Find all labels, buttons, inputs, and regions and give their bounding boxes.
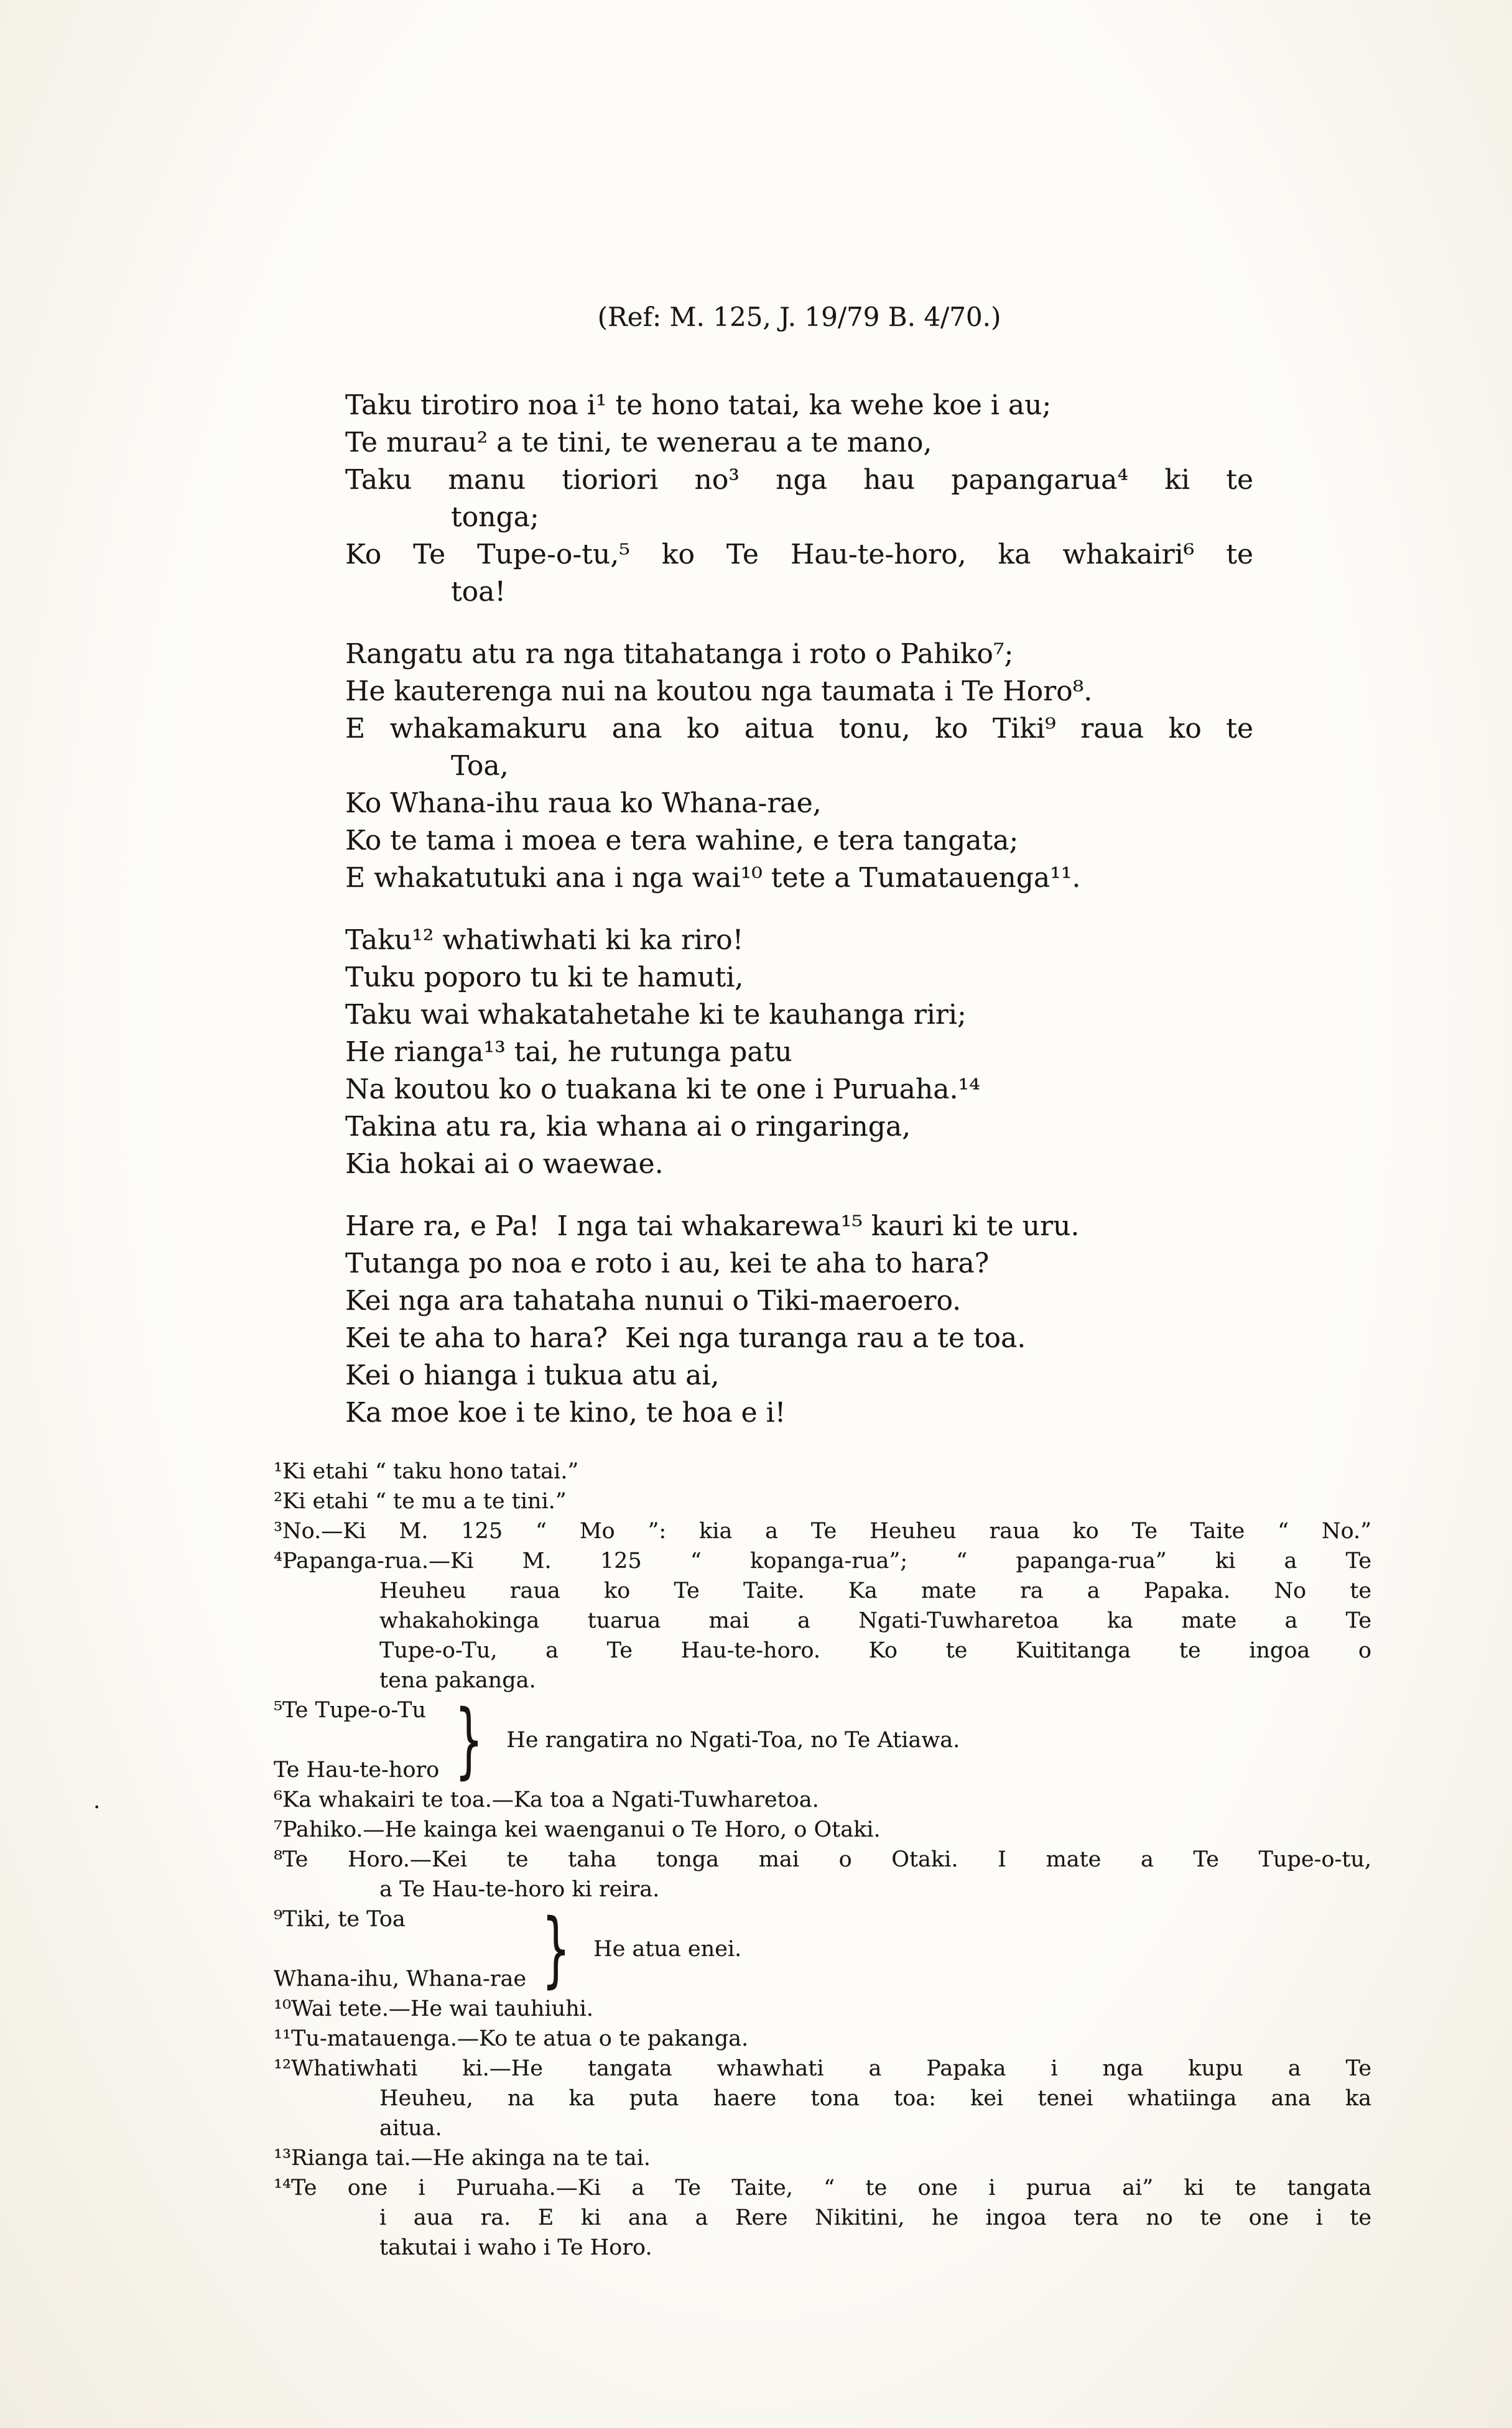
- footnote-line: He rangatira no Ngati-Toa, no Te Atiawa.: [506, 1728, 960, 1753]
- footnote: [274, 1546, 1371, 1695]
- poem-line: Tutanga po noa e roto i au, kei te aha to hara?: [345, 1248, 990, 1279]
- poem-line: E whakamakuru ana ko aitua tonu, ko Tiki⁹ raua ko te: [345, 713, 1253, 744]
- footnote-line: Heuheu, na ka puta haere tona toa: kei tenei whatiinga ana ka: [379, 2086, 1371, 2111]
- footnote-line: ¹²Whatiwhati ki.—He tangata whawhati a Papaka i nga kupu a Te: [274, 2056, 1371, 2081]
- stanza: [345, 1208, 1253, 1432]
- footnote: [274, 2143, 1371, 2173]
- footnote-line: whakahokinga tuarua mai a Ngati-Tuwharetoa ka mate a Te: [379, 1608, 1371, 1633]
- footnote-line: ¹⁰Wai tete.—He wai tauhiuhi.: [274, 1996, 593, 2021]
- poem-line: He rianga¹³ tai, he rutunga patu: [345, 1036, 792, 1068]
- brace-icon: }: [541, 1901, 571, 1997]
- poem-line: Ko Whana-ihu raua ko Whana-rae,: [345, 787, 822, 819]
- footnote-line: Tupe-o-Tu, a Te Hau-te-horo. Ko te Kuititanga te ingoa o: [379, 1638, 1371, 1663]
- footnote-line: ⁷Pahiko.—He kainga kei waenganui o Te Horo, o Otaki.: [274, 1817, 881, 1842]
- poem-line: Takina atu ra, kia whana ai o ringaringa,: [345, 1111, 911, 1142]
- footnote-line: He atua enei.: [593, 1937, 742, 1962]
- stanza: [345, 922, 1253, 1183]
- poem-line: Taku manu tioriori no³ nga hau papangarua⁴ ki te: [345, 464, 1253, 496]
- footnote-line: ⁵Te Tupe-o-Tu: [274, 1698, 426, 1723]
- footnote: [274, 2024, 1371, 2054]
- poem-line: Kei o hianga i tukua atu ai,: [345, 1360, 720, 1391]
- stanza: [345, 387, 1253, 611]
- poem-line: Na koutou ko o tuakana ki te one i Puruaha.¹⁴: [345, 1073, 980, 1105]
- footnote-line: Heuheu raua ko Te Taite. Ka mate ra a Papaka. No te: [379, 1578, 1371, 1603]
- footnote: [274, 1815, 1371, 1845]
- poem-line: Ka moe koe i te kino, te hoa e i!: [345, 1397, 786, 1429]
- poem-line: Ko te tama i moea e tera wahine, e tera tangata;: [345, 825, 1019, 856]
- footnote-line: ¹⁴Te one i Puruaha.—Ki a Te Taite, “ te one i purua ai” ki te tangata: [274, 2175, 1371, 2200]
- footnote-line: takutai i waho i Te Horo.: [379, 2235, 652, 2260]
- footnote-line: ¹³Rianga tai.—He akinga na te tai.: [274, 2146, 651, 2171]
- poem: [345, 387, 1253, 1432]
- footnote-line: ⁸Te Horo.—Kei te taha tonga mai o Otaki. I mate a Te Tupe-o-tu,: [274, 1847, 1371, 1872]
- footnote: [274, 1845, 1371, 1904]
- footnote: [274, 1516, 1371, 1546]
- poem-line: Hare ra, e Pa! I nga tai whakarewa¹⁵ kauri ki te uru.: [345, 1210, 1080, 1242]
- poem-line: He kauterenga nui na koutou nga taumata i Te Horo⁸.: [345, 675, 1093, 707]
- footnote-line: aitua.: [379, 2116, 442, 2141]
- footnote: [274, 2054, 1371, 2143]
- footnote-brace-group: [274, 1692, 1371, 1788]
- brace-spacer: [274, 1934, 526, 1964]
- poem-line: tonga;: [451, 501, 539, 533]
- footnote-line: Te Hau-te-horo: [274, 1758, 440, 1782]
- footnotes: [274, 1457, 1371, 2263]
- footnote-line: i aua ra. E ki ana a Rere Nikitini, he ingoa tera no te one i te: [379, 2205, 1371, 2230]
- footnote-line: ²Ki etahi “ te mu a te tini.”: [274, 1489, 567, 1514]
- footnote-line: a Te Hau-te-horo ki reira.: [379, 1877, 660, 1902]
- reference-line: (Ref: M. 125, J. 19/79 B. 4/70.): [597, 302, 1001, 332]
- poem-line: Rangatu atu ra nga titahatanga i roto o Pahiko⁷;: [345, 638, 1014, 670]
- poem-line: Kei nga ara tahataha nunui o Tiki-maeroero.: [345, 1285, 962, 1317]
- poem-line: Kia hokai ai o waewae.: [345, 1148, 664, 1180]
- poem-line: Te murau² a te tini, te wenerau a te mano,: [345, 427, 932, 458]
- brace-names: [274, 1695, 439, 1785]
- brace-icon: }: [455, 1692, 484, 1788]
- footnote: [274, 1457, 1371, 1486]
- footnote: [274, 1785, 1371, 1815]
- footnote-brace-group: [274, 1901, 1371, 1997]
- poem-line: Taku¹² whatiwhati ki ka riro!: [345, 924, 744, 956]
- poem-line: Ko Te Tupe-o-tu,⁵ ko Te Hau-te-horo, ka whakairi⁶ te: [345, 539, 1253, 570]
- footnote-line: ³No.—Ki M. 125 “ Mo ”: kia a Te Heuheu raua ko Te Taite “ No.”: [274, 1519, 1371, 1544]
- poem-line: Taku tirotiro noa i¹ te hono tatai, ka wehe koe i au;: [345, 389, 1052, 421]
- footnote-line: ¹¹Tu-matauenga.—Ko te atua o te pakanga.: [274, 2026, 749, 2051]
- footnote-line: ¹Ki etahi “ taku hono tatai.”: [274, 1459, 579, 1484]
- poem-line: Kei te aha to hara? Kei nga turanga rau a te toa.: [345, 1322, 1026, 1354]
- footnote: [274, 2173, 1371, 2263]
- footnote-line: ⁴Papanga-rua.—Ki M. 125 “ kopanga-rua”; “ papanga-rua” ki a Te: [274, 1549, 1371, 1573]
- brace-names: [274, 1904, 526, 1994]
- stanza: [345, 636, 1253, 897]
- footnote: [274, 1486, 1371, 1516]
- brace-spacer: [274, 1725, 439, 1755]
- poem-line: E whakatutuki ana i nga wai¹⁰ tete a Tumatauenga¹¹.: [345, 862, 1081, 894]
- poem-line: Toa,: [451, 750, 509, 782]
- poem-line: Taku wai whakatahetahe ki te kauhanga riri;: [345, 999, 967, 1031]
- footnote-line: ⁶Ka whakairi te toa.—Ka toa a Ngati-Tuwharetoa.: [274, 1787, 819, 1812]
- footnote-line: tena pakanga.: [379, 1668, 536, 1693]
- poem-line: toa!: [451, 576, 506, 608]
- footnote-line: Whana-ihu, Whana-rae: [274, 1967, 527, 1991]
- print-artifact-dot: .: [93, 1789, 101, 1814]
- poem-line: Tuku poporo tu ki te hamuti,: [345, 961, 744, 993]
- footnote: [274, 1994, 1371, 2024]
- footnote-line: ⁹Tiki, te Toa: [274, 1907, 406, 1932]
